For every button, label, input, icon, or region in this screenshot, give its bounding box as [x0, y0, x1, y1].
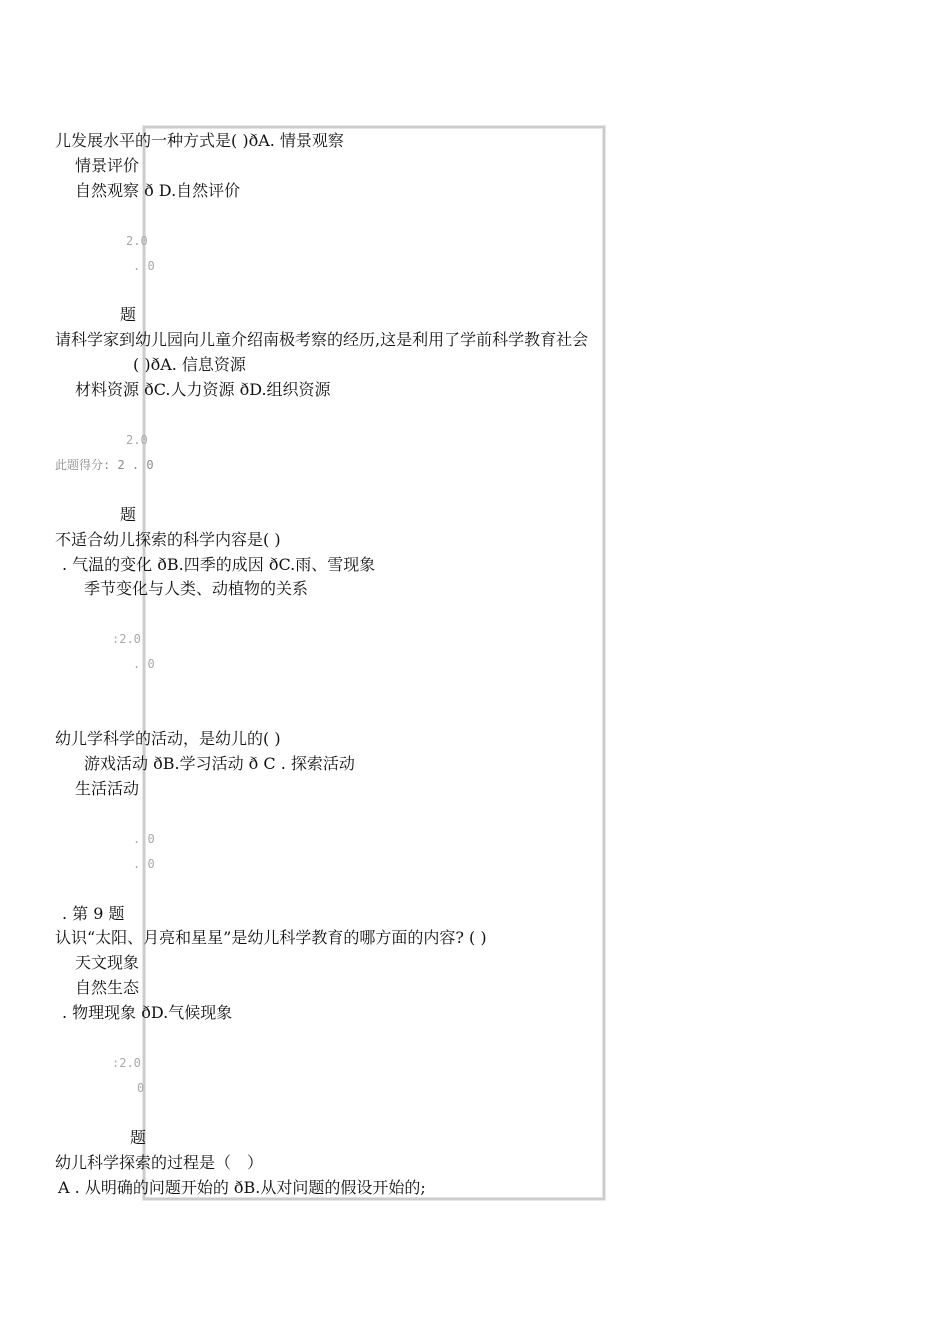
question-text: 不适合幼儿探索的科学内容是( ) [55, 530, 281, 549]
score-text: :2.0 [112, 632, 141, 646]
question-option-line: 自然生态 [75, 978, 140, 997]
score-text: :2.0 [112, 1056, 141, 1070]
question-heading: 题 [120, 305, 137, 324]
question-option-line: 儿发展水平的一种方式是( )ðA. 情景观察 [55, 131, 344, 150]
question-option-line: 自然观察 ð D.自然评价 [75, 181, 241, 200]
score-text: . 0 [133, 657, 155, 671]
score-text: . 0 [133, 259, 155, 273]
question-option-line: A . 从明确的问题开始的 ðB.从对问题的假设开始的; [58, 1178, 426, 1197]
score-text: 2.0 [126, 433, 148, 447]
question-text: 请科学家到幼儿园向儿童介绍南极考察的经历,这是利用了学前科学教育社会 [55, 330, 589, 349]
question-heading: 题 [130, 1128, 147, 1147]
question-option-line: . 气温的变化 ðB.四季的成因 ðC.雨、雪现象 [62, 555, 376, 574]
question-heading: 题 [120, 505, 137, 524]
page-frame-border [143, 126, 605, 1200]
question-option-line: . 物理现象 ðD.气候现象 [62, 1003, 233, 1022]
question-text: 幼儿学科学的活动，是幼儿的( ) [55, 729, 281, 748]
score-text: 0 [137, 1081, 145, 1095]
score-text: . 0 [133, 857, 155, 871]
score-label: 此题得分: 2 . 0 [55, 458, 154, 472]
question-option-line: 情景评价 [75, 156, 140, 175]
question-option-line: 生活活动 [75, 779, 140, 798]
question-text: 幼儿科学探索的过程是（ ） [55, 1153, 264, 1172]
question-option-line: 季节变化与人类、动植物的关系 [84, 579, 309, 598]
question-option-line: 天文现象 [75, 953, 140, 972]
question-heading: . 第 9 题 [62, 904, 125, 923]
score-text: 2.0 [126, 234, 148, 248]
question-option-line: 游戏活动 ðB.学习活动 ð C . 探索活动 [84, 754, 355, 773]
question-option-line: 材料资源 ðC.人力资源 ðD.组织资源 [75, 380, 331, 399]
score-text: . 0 [133, 832, 155, 846]
question-option-line: ( )ðA. 信息资源 [133, 355, 246, 374]
question-text: 认识“太阳、月亮和星星”是幼儿科学教育的哪方面的内容? ( ) [55, 928, 487, 947]
